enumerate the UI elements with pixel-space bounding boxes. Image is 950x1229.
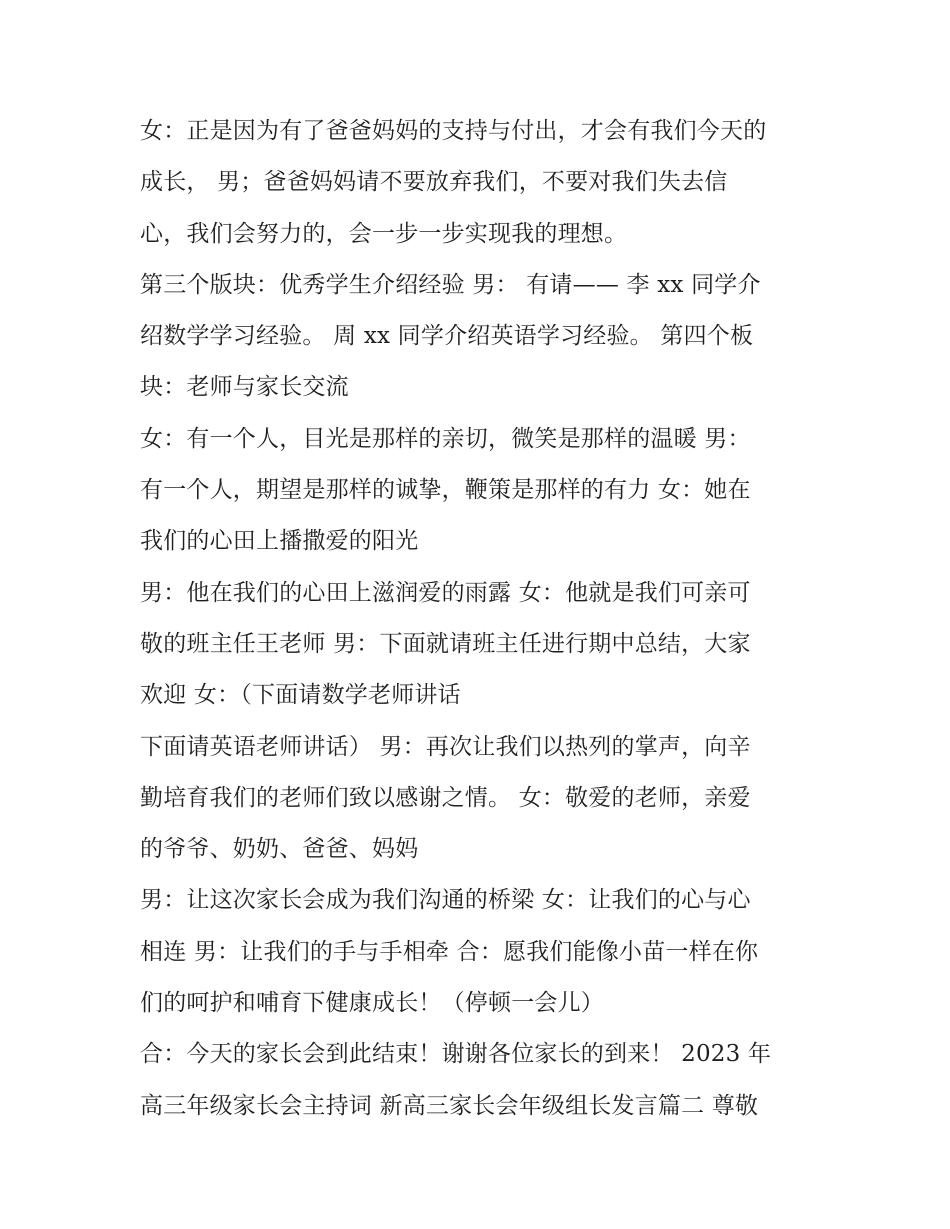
text-line-11: 敬的班主任王老师 男：下面就请班主任进行期中总结，大家	[140, 630, 751, 657]
text-line-8: 有一个人，期望是那样的诚挚，鞭策是那样的有力 女：她在	[140, 477, 751, 504]
text-line-16: 男：让这次家长会成为我们沟通的桥梁 女：让我们的心与心	[140, 887, 751, 914]
text-line-14: 勤培育我们的老师们致以感谢之情。 女：敬爱的老师，亲爱	[140, 784, 751, 811]
text-line-10: 男：他在我们的心田上滋润爱的雨露 女：他就是我们可亲可	[140, 579, 751, 606]
text-line-1: 女：正是因为有了爸爸妈妈的支持与付出，才会有我们今天的	[140, 118, 767, 144]
document-body	[140, 106, 820, 1132]
text-line-18: 们的呵护和哺育下健康成长！（停顿一会儿）	[140, 990, 604, 1017]
text-line-9: 我们的心田上播撒爱的阳光	[140, 528, 419, 555]
text-line-4: 第三个版块：优秀学生介绍经验 男： 有请—— 李 xx 同学介	[140, 271, 761, 298]
text-line-15: 的爷爷、奶奶、爸爸、妈妈	[140, 836, 419, 863]
text-line-19: 合：今天的家长会到此结束！谢谢各位家长的到来！ 2023 年	[140, 1041, 772, 1068]
text-line-7: 女：有一个人，目光是那样的亲切，微笑是那样的温暖 男：	[140, 425, 751, 452]
text-line-20: 高三年级家长会主持词 新高三家长会年级组长发言篇二 尊敬	[140, 1092, 759, 1119]
text-line-2: 成长， 男；爸爸妈妈请不要放弃我们，不要对我们失去信	[140, 169, 728, 196]
text-line-13: 下面请英语老师讲话） 男：再次让我们以热列的掌声，向辛	[140, 733, 751, 760]
text-line-3: 心，我们会努力的，会一步一步实现我的理想。	[140, 220, 628, 247]
text-line-5: 绍数学学习经验。 周 xx 同学介绍英语学习经验。 第四个板	[140, 323, 754, 350]
text-line-6: 块：老师与家长交流	[140, 374, 349, 401]
text-line-17: 相连 男：让我们的手与手相牵 合：愿我们能像小苗一样在你	[140, 938, 759, 965]
text-line-12: 欢迎 女：（下面请数学老师讲话	[140, 682, 461, 709]
